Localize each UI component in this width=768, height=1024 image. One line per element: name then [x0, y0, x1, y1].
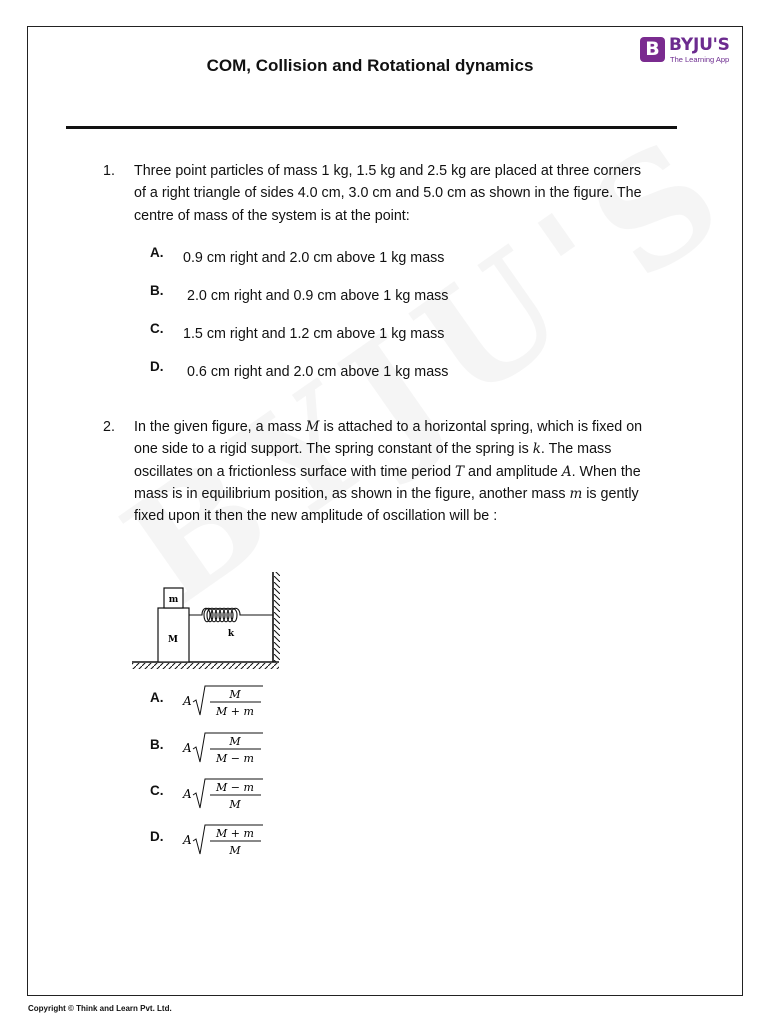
spring-label: k	[227, 629, 235, 639]
option-text: 0.9 cm right and 2.0 cm above 1 kg mass	[183, 250, 445, 266]
math-variable: k	[532, 441, 541, 458]
question-number: 2.	[103, 419, 115, 435]
copyright-footer: Copyright © Think and Learn Pvt. Ltd.	[28, 1004, 172, 1013]
formula-numerator: M − m	[216, 781, 254, 794]
formula-denominator: M	[229, 844, 241, 857]
logo-mark: B	[640, 37, 665, 62]
question-number: 1.	[103, 163, 115, 179]
math-variable: M	[305, 419, 320, 435]
formula-d	[181, 821, 271, 861]
formula-numerator: M	[229, 688, 241, 701]
small-mass-label: m	[168, 595, 179, 605]
floor-hatch	[132, 663, 279, 669]
formula-c	[181, 775, 271, 815]
option-letter: A.	[150, 245, 164, 260]
math-variable: m	[569, 485, 583, 502]
title-divider	[66, 126, 677, 129]
logo-name: BYJU'S	[669, 35, 730, 55]
option-text: 0.6 cm right and 2.0 cm above 1 kg mass	[187, 364, 449, 380]
formula-numerator: M + m	[216, 827, 254, 840]
page-title: COM, Collision and Rotational dynamics	[206, 56, 534, 75]
option-text: 2.0 cm right and 0.9 cm above 1 kg mass	[187, 288, 449, 304]
formula-a	[181, 682, 271, 722]
formula-prefix: A	[183, 694, 192, 708]
formula-prefix: A	[183, 833, 192, 847]
option-text: 1.5 cm right and 1.2 cm above 1 kg mass	[183, 326, 445, 342]
formula-denominator: M − m	[216, 752, 254, 765]
question-text: In the given figure, a mass M is attached to a horizontal spring, which is fixed on one side to a rigid support. The spring constant of the spring is k. The mass oscillates on a frictionless surface with time period T and amplitude A. When the mass is in equilibrium position, as shown in the figure, another mass m is gently fixed upon it then the new amplitude of oscillation will be :	[134, 419, 643, 525]
spring-coil	[189, 608, 273, 622]
formula-denominator: M	[229, 798, 241, 811]
formula-prefix: A	[183, 787, 192, 801]
formula-numerator: M	[229, 735, 241, 748]
formula-denominator: M + m	[216, 705, 254, 718]
formula-b	[181, 729, 271, 769]
large-mass-label: M	[168, 635, 178, 645]
wall-hatch	[274, 572, 280, 662]
math-variable: A	[561, 463, 572, 480]
option-letter: C.	[150, 783, 164, 798]
math-variable: T	[455, 463, 465, 480]
spring-mass-figure	[130, 570, 282, 670]
option-letter: C.	[150, 321, 164, 336]
option-letter: D.	[150, 359, 164, 374]
logo-tagline: The Learning App	[670, 55, 730, 64]
option-letter: B.	[150, 737, 164, 752]
option-letter: D.	[150, 829, 164, 844]
question-text: Three point particles of mass 1 kg, 1.5 kg and 2.5 kg are placed at three corners of a right triangle of sides 4.0 cm, 3.0 cm and 5.0 cm as shown in the figure. The centre of mass of the system is at the point:	[134, 163, 642, 224]
option-letter: B.	[150, 283, 164, 298]
option-letter: A.	[150, 690, 164, 705]
formula-prefix: A	[183, 741, 192, 755]
